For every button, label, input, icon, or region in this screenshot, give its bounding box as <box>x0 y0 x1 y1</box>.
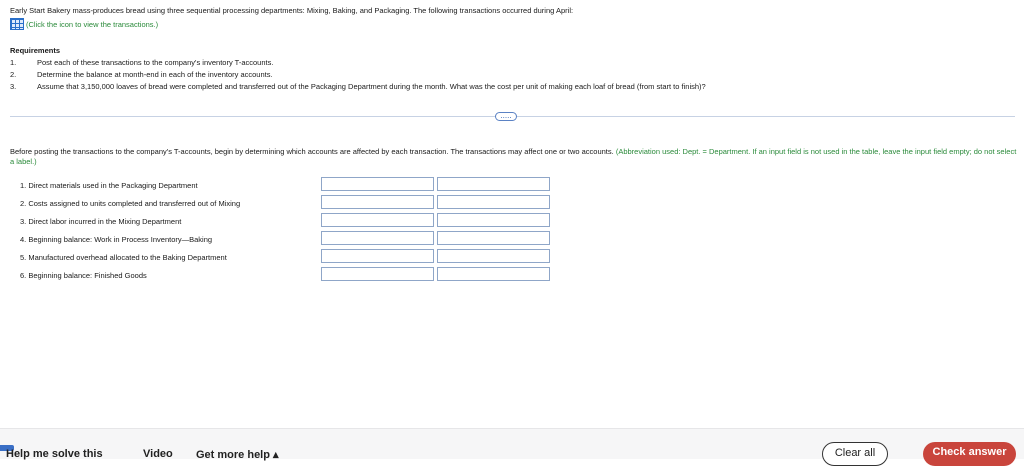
clear-all-button[interactable]: Clear all <box>822 442 888 466</box>
video-button[interactable]: Video <box>143 448 173 460</box>
account-input-2[interactable] <box>437 213 550 227</box>
requirement-number: 3. <box>10 82 17 91</box>
account-input-1[interactable] <box>321 177 434 191</box>
account-input-1[interactable] <box>321 213 434 227</box>
requirements-title: Requirements <box>10 46 61 55</box>
requirement-item <box>10 57 1010 69</box>
requirement-number: 2. <box>10 70 17 79</box>
transaction-label: 5. Manufactured overhead allocated to the Baking Department <box>20 253 227 262</box>
account-input-2[interactable] <box>437 267 550 281</box>
transaction-label: 1. Direct materials used in the Packaging Department <box>20 181 198 190</box>
transaction-label: 4. Beginning balance: Work in Process Inventory—Baking <box>20 235 213 244</box>
requirement-number: 1. <box>10 58 17 67</box>
transactions-link[interactable] <box>10 18 158 30</box>
requirement-item <box>10 69 1010 81</box>
transaction-label: 6. Beginning balance: Finished Goods <box>20 271 147 280</box>
problem-intro: Early Start Bakery mass-produces bread using three sequential processing departments: Mixing, Baking, and Packaging. The following transactions occurred during April: <box>10 6 574 15</box>
transaction-label: 3. Direct labor incurred in the Mixing Department <box>20 217 182 226</box>
requirement-text: Determine the balance at month-end in each of the inventory accounts. <box>37 70 273 79</box>
instructions <box>10 147 1022 167</box>
requirements-list <box>10 57 1010 93</box>
instructions-hint: (Abbreviation used: Dept. = Department. If an input field is not used in the table, leave the input field empty; do not select a label.) <box>10 147 1017 166</box>
requirement-text: Assume that 3,150,000 loaves of bread were completed and transferred out of the Packaging Department during the month. What was the cost per unit of making each loaf of bread (from start to finish)? <box>37 82 706 91</box>
account-input-1[interactable] <box>321 195 434 209</box>
account-input-1[interactable] <box>321 249 434 263</box>
account-input-1[interactable] <box>321 231 434 245</box>
check-answer-button[interactable]: Check answer <box>923 442 1016 466</box>
account-input-2[interactable] <box>437 177 550 191</box>
requirement-item <box>10 81 1010 93</box>
account-input-1[interactable] <box>321 267 434 281</box>
expand-button[interactable]: ..... <box>495 112 517 121</box>
get-more-help-button[interactable]: Get more help ▴ <box>196 449 279 461</box>
help-me-solve-button[interactable]: Help me solve this <box>6 448 103 460</box>
footer-bar <box>0 428 1024 459</box>
account-input-2[interactable] <box>437 195 550 209</box>
account-input-2[interactable] <box>437 249 550 263</box>
transaction-label: 2. Costs assigned to units completed and transferred out of Mixing <box>20 199 241 208</box>
account-input-2[interactable] <box>437 231 550 245</box>
transactions-link-text[interactable]: (Click the icon to view the transactions.) <box>26 19 159 29</box>
table-icon[interactable] <box>10 18 24 30</box>
requirement-text: Post each of these transactions to the company's inventory T-accounts. <box>37 58 274 67</box>
instructions-main: Before posting the transactions to the company's T-accounts, begin by determining which accounts are affected by each transaction. The transactions may affect one or two accounts. <box>10 147 614 156</box>
